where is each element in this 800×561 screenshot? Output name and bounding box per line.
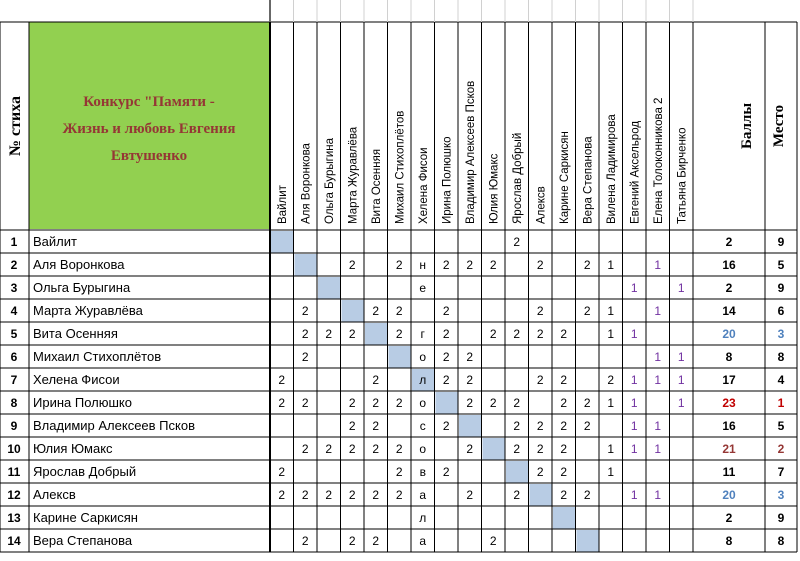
score-cell: 1	[677, 396, 685, 410]
column-header: Хелена Фисои	[417, 147, 430, 224]
score-cell: 2	[372, 442, 380, 456]
row-number: 9	[10, 419, 18, 433]
row-number: 14	[7, 534, 21, 548]
column-header: Евгений Аксельрод	[629, 120, 642, 224]
score-cell: 2	[560, 396, 568, 410]
score-cell: 2	[536, 373, 544, 387]
place-value: 3	[777, 488, 785, 502]
place-value: 8	[777, 534, 785, 548]
row-name: Ярослав Добрый	[33, 464, 137, 479]
score-cell: 2	[301, 327, 309, 341]
score-cell: 2	[372, 534, 380, 548]
score-cell: 2	[348, 442, 356, 456]
total-col-header: Баллы	[739, 102, 755, 150]
contest-title-line-2: Жизнь и любовь Евгения	[62, 121, 236, 137]
score-cell: 2	[442, 350, 450, 364]
score-cell: 2	[560, 327, 568, 341]
column-header: Ирина Полюшко	[441, 136, 454, 224]
place-value: 5	[777, 258, 785, 272]
score-cell: 2	[301, 396, 309, 410]
total-score: 8	[725, 350, 733, 364]
column-header: Владимир Алексеев Псков	[464, 80, 477, 224]
score-cell: 2	[301, 304, 309, 318]
score-cell: 2	[583, 419, 591, 433]
score-cell: 2	[466, 373, 474, 387]
row-name: Михаил Стихоплётов	[33, 349, 162, 364]
score-cell: л	[419, 373, 427, 387]
column-headers	[277, 81, 689, 224]
score-cell: 1	[607, 465, 615, 479]
score-cell: 2	[372, 419, 380, 433]
score-cell: 1	[607, 258, 615, 272]
score-cell: 2	[372, 373, 380, 387]
score-cell: 2	[583, 258, 591, 272]
score-cell: 2	[395, 258, 403, 272]
score-cell: о	[419, 442, 427, 456]
diagonal-cell	[318, 277, 341, 299]
score-cell: 2	[536, 419, 544, 433]
row-number: 8	[10, 396, 18, 410]
score-cell: 1	[654, 258, 662, 272]
column-header: Ольга Бурыгина	[323, 138, 336, 224]
score-cell: 1	[607, 396, 615, 410]
score-cell: а	[419, 488, 427, 502]
place-value: 9	[777, 511, 785, 525]
score-cell: 2	[560, 419, 568, 433]
score-cell: 2	[513, 488, 521, 502]
score-cell: 2	[536, 304, 544, 318]
column-header: Вайлит	[276, 185, 289, 224]
row-name: Хелена Фисои	[33, 372, 120, 387]
score-cell: о	[419, 396, 427, 410]
score-cell: 2	[325, 327, 333, 341]
row-number: 2	[10, 258, 18, 272]
column-header: Татьяна Бирченко	[676, 127, 689, 224]
score-cell: 2	[348, 258, 356, 272]
score-cell: 2	[278, 396, 286, 410]
column-header: Карине Саркисян	[558, 131, 571, 224]
score-cell: 2	[466, 488, 474, 502]
total-score: 2	[725, 235, 733, 249]
score-cell: 2	[536, 442, 544, 456]
score-cell: 2	[536, 465, 544, 479]
row-name: Ирина Полюшко	[33, 395, 132, 410]
row-name: Карине Саркисян	[33, 510, 138, 525]
score-cell: 1	[630, 442, 638, 456]
score-cell: 2	[560, 442, 568, 456]
score-cell: 2	[301, 534, 309, 548]
score-cell: 2	[513, 442, 521, 456]
score-cell: 2	[395, 488, 403, 502]
score-cell: 2	[442, 373, 450, 387]
score-cell: 2	[348, 488, 356, 502]
total-score: 11	[722, 465, 736, 479]
score-cell: 2	[466, 350, 474, 364]
diagonal-cell	[389, 346, 412, 368]
score-cell: 2	[301, 350, 309, 364]
score-cell: 2	[466, 442, 474, 456]
column-header: Вилена Ладимирова	[605, 114, 618, 224]
score-cell: 2	[560, 488, 568, 502]
score-cell: 2	[348, 419, 356, 433]
score-cell: 2	[583, 304, 591, 318]
num-col-header: № стиха	[7, 95, 24, 157]
total-score: 14	[722, 304, 736, 318]
score-cell: 1	[654, 442, 662, 456]
score-cell: 1	[630, 281, 638, 295]
row-name: Вера Степанова	[33, 533, 133, 548]
score-cell: 2	[513, 235, 521, 249]
score-cell: 2	[536, 327, 544, 341]
total-score: 16	[722, 419, 736, 433]
score-cell: 2	[442, 465, 450, 479]
row-name: Владимир Алексеев Псков	[33, 418, 195, 433]
total-score: 20	[722, 327, 736, 341]
score-cell: в	[419, 465, 426, 479]
score-cell: 1	[607, 442, 615, 456]
diagonal-cell	[365, 323, 388, 345]
row-number: 10	[7, 442, 21, 456]
diagonal-cell	[577, 530, 600, 552]
score-cell: 1	[654, 488, 662, 502]
score-cell: 2	[278, 373, 286, 387]
row-name: Вита Осенняя	[33, 326, 118, 341]
row-name: Вайлит	[33, 234, 77, 249]
score-cell: 2	[442, 419, 450, 433]
column-header: Елена Толоконникова 2	[652, 97, 665, 224]
contest-title-line-1: Конкурс "Памяти -	[83, 94, 215, 110]
score-cell: 2	[607, 373, 615, 387]
score-cell: н	[419, 258, 427, 272]
diagonal-cell	[553, 507, 576, 529]
score-cell: 2	[395, 442, 403, 456]
place-value: 2	[777, 442, 785, 456]
score-cell: 2	[442, 304, 450, 318]
score-cell: 2	[513, 327, 521, 341]
score-cell: 1	[630, 396, 638, 410]
row-number: 5	[10, 327, 18, 341]
score-cell: 1	[654, 350, 662, 364]
place-value: 7	[777, 465, 785, 479]
row-name: Марта Журавлёва	[33, 303, 143, 318]
place-value: 6	[777, 304, 785, 318]
score-cell: 2	[395, 304, 403, 318]
row-name: Аля Воронкова	[33, 257, 125, 272]
place-col-header: Место	[771, 104, 787, 148]
row-number: 4	[10, 304, 18, 318]
row-number: 6	[10, 350, 18, 364]
score-cell: 1	[630, 488, 638, 502]
score-cell: 2	[466, 396, 474, 410]
score-cell: 2	[325, 488, 333, 502]
total-score: 23	[722, 396, 736, 410]
row-number: 12	[7, 488, 21, 502]
diagonal-cell	[459, 415, 482, 437]
total-score: 20	[722, 488, 736, 502]
diagonal-cell	[295, 254, 318, 276]
place-value: 5	[777, 419, 785, 433]
diagonal-cell	[271, 231, 294, 253]
score-cell: а	[419, 534, 427, 548]
place-value: 1	[777, 396, 785, 410]
score-cell: 2	[442, 258, 450, 272]
score-cell: 1	[630, 327, 638, 341]
score-cell: 2	[372, 488, 380, 502]
total-score: 21	[722, 442, 736, 456]
row-number: 13	[7, 511, 21, 525]
score-cell: 1	[630, 373, 638, 387]
score-cell: 2	[348, 534, 356, 548]
score-cell: 2	[278, 488, 286, 502]
total-score: 17	[722, 373, 736, 387]
score-cell: 1	[607, 304, 615, 318]
column-header: Алексв	[535, 186, 548, 224]
diagonal-cell	[342, 300, 365, 322]
score-cell: 2	[536, 258, 544, 272]
score-cell: 2	[513, 396, 521, 410]
score-cell: 2	[395, 396, 403, 410]
place-value: 9	[777, 235, 785, 249]
score-cell: 1	[630, 419, 638, 433]
score-cell: л	[419, 511, 427, 525]
score-cell: 2	[442, 327, 450, 341]
place-value: 3	[777, 327, 785, 341]
column-header: Юлия Юмакс	[488, 153, 501, 224]
score-cell: 2	[489, 258, 497, 272]
row-name: Юлия Юмакс	[33, 441, 113, 456]
total-score: 8	[725, 534, 733, 548]
score-cell: 2	[513, 419, 521, 433]
total-score: 16	[722, 258, 736, 272]
score-cell: 2	[278, 465, 286, 479]
place-value: 9	[777, 281, 785, 295]
diagonal-cell	[506, 461, 529, 483]
score-cell: е	[419, 281, 427, 295]
score-cell: 2	[489, 327, 497, 341]
score-cell: 2	[301, 442, 309, 456]
score-cell: 2	[348, 396, 356, 410]
score-cell: 2	[489, 534, 497, 548]
diagonal-cell	[436, 392, 459, 414]
place-value: 4	[777, 373, 785, 387]
row-name: Ольга Бурыгина	[33, 280, 131, 295]
score-cell: 2	[489, 396, 497, 410]
contest-title-line-3: Евтушенко	[110, 148, 188, 164]
score-cell: 1	[607, 327, 615, 341]
score-cell: 2	[372, 396, 380, 410]
score-cell: 2	[395, 327, 403, 341]
row-number: 3	[10, 281, 18, 295]
score-cell: 1	[677, 350, 685, 364]
score-cell: 2	[301, 488, 309, 502]
score-cell: 2	[325, 442, 333, 456]
diagonal-cell	[530, 484, 553, 506]
row-number: 1	[10, 235, 18, 249]
column-header: Вера Степанова	[582, 136, 595, 224]
score-cell: о	[419, 350, 427, 364]
score-cell: 2	[560, 373, 568, 387]
score-cell: 2	[348, 327, 356, 341]
score-cell: г	[420, 327, 425, 341]
score-cell: 2	[583, 488, 591, 502]
column-header: Аля Воронкова	[300, 143, 313, 224]
score-cell: 1	[677, 281, 685, 295]
score-cell: 1	[654, 419, 662, 433]
column-header: Марта Журавлёва	[347, 126, 360, 224]
column-header: Михаил Стихоплётов	[394, 110, 407, 224]
total-score: 2	[725, 281, 733, 295]
total-score: 2	[725, 511, 733, 525]
score-cell: 2	[560, 465, 568, 479]
row-number: 11	[7, 465, 21, 479]
row-name: Алексв	[33, 487, 76, 502]
score-cell: 2	[395, 465, 403, 479]
diagonal-cell	[483, 438, 506, 460]
score-cell: с	[419, 419, 426, 433]
score-cell: 2	[466, 258, 474, 272]
score-cell: 1	[654, 304, 662, 318]
place-value: 8	[777, 350, 785, 364]
score-cell: 2	[583, 396, 591, 410]
score-cell: 1	[677, 373, 685, 387]
score-cell: 1	[654, 373, 662, 387]
column-header: Вита Осенняя	[370, 148, 383, 224]
row-number: 7	[10, 373, 18, 387]
column-header: Ярослав Добрый	[511, 132, 524, 224]
score-cell: 2	[372, 304, 380, 318]
